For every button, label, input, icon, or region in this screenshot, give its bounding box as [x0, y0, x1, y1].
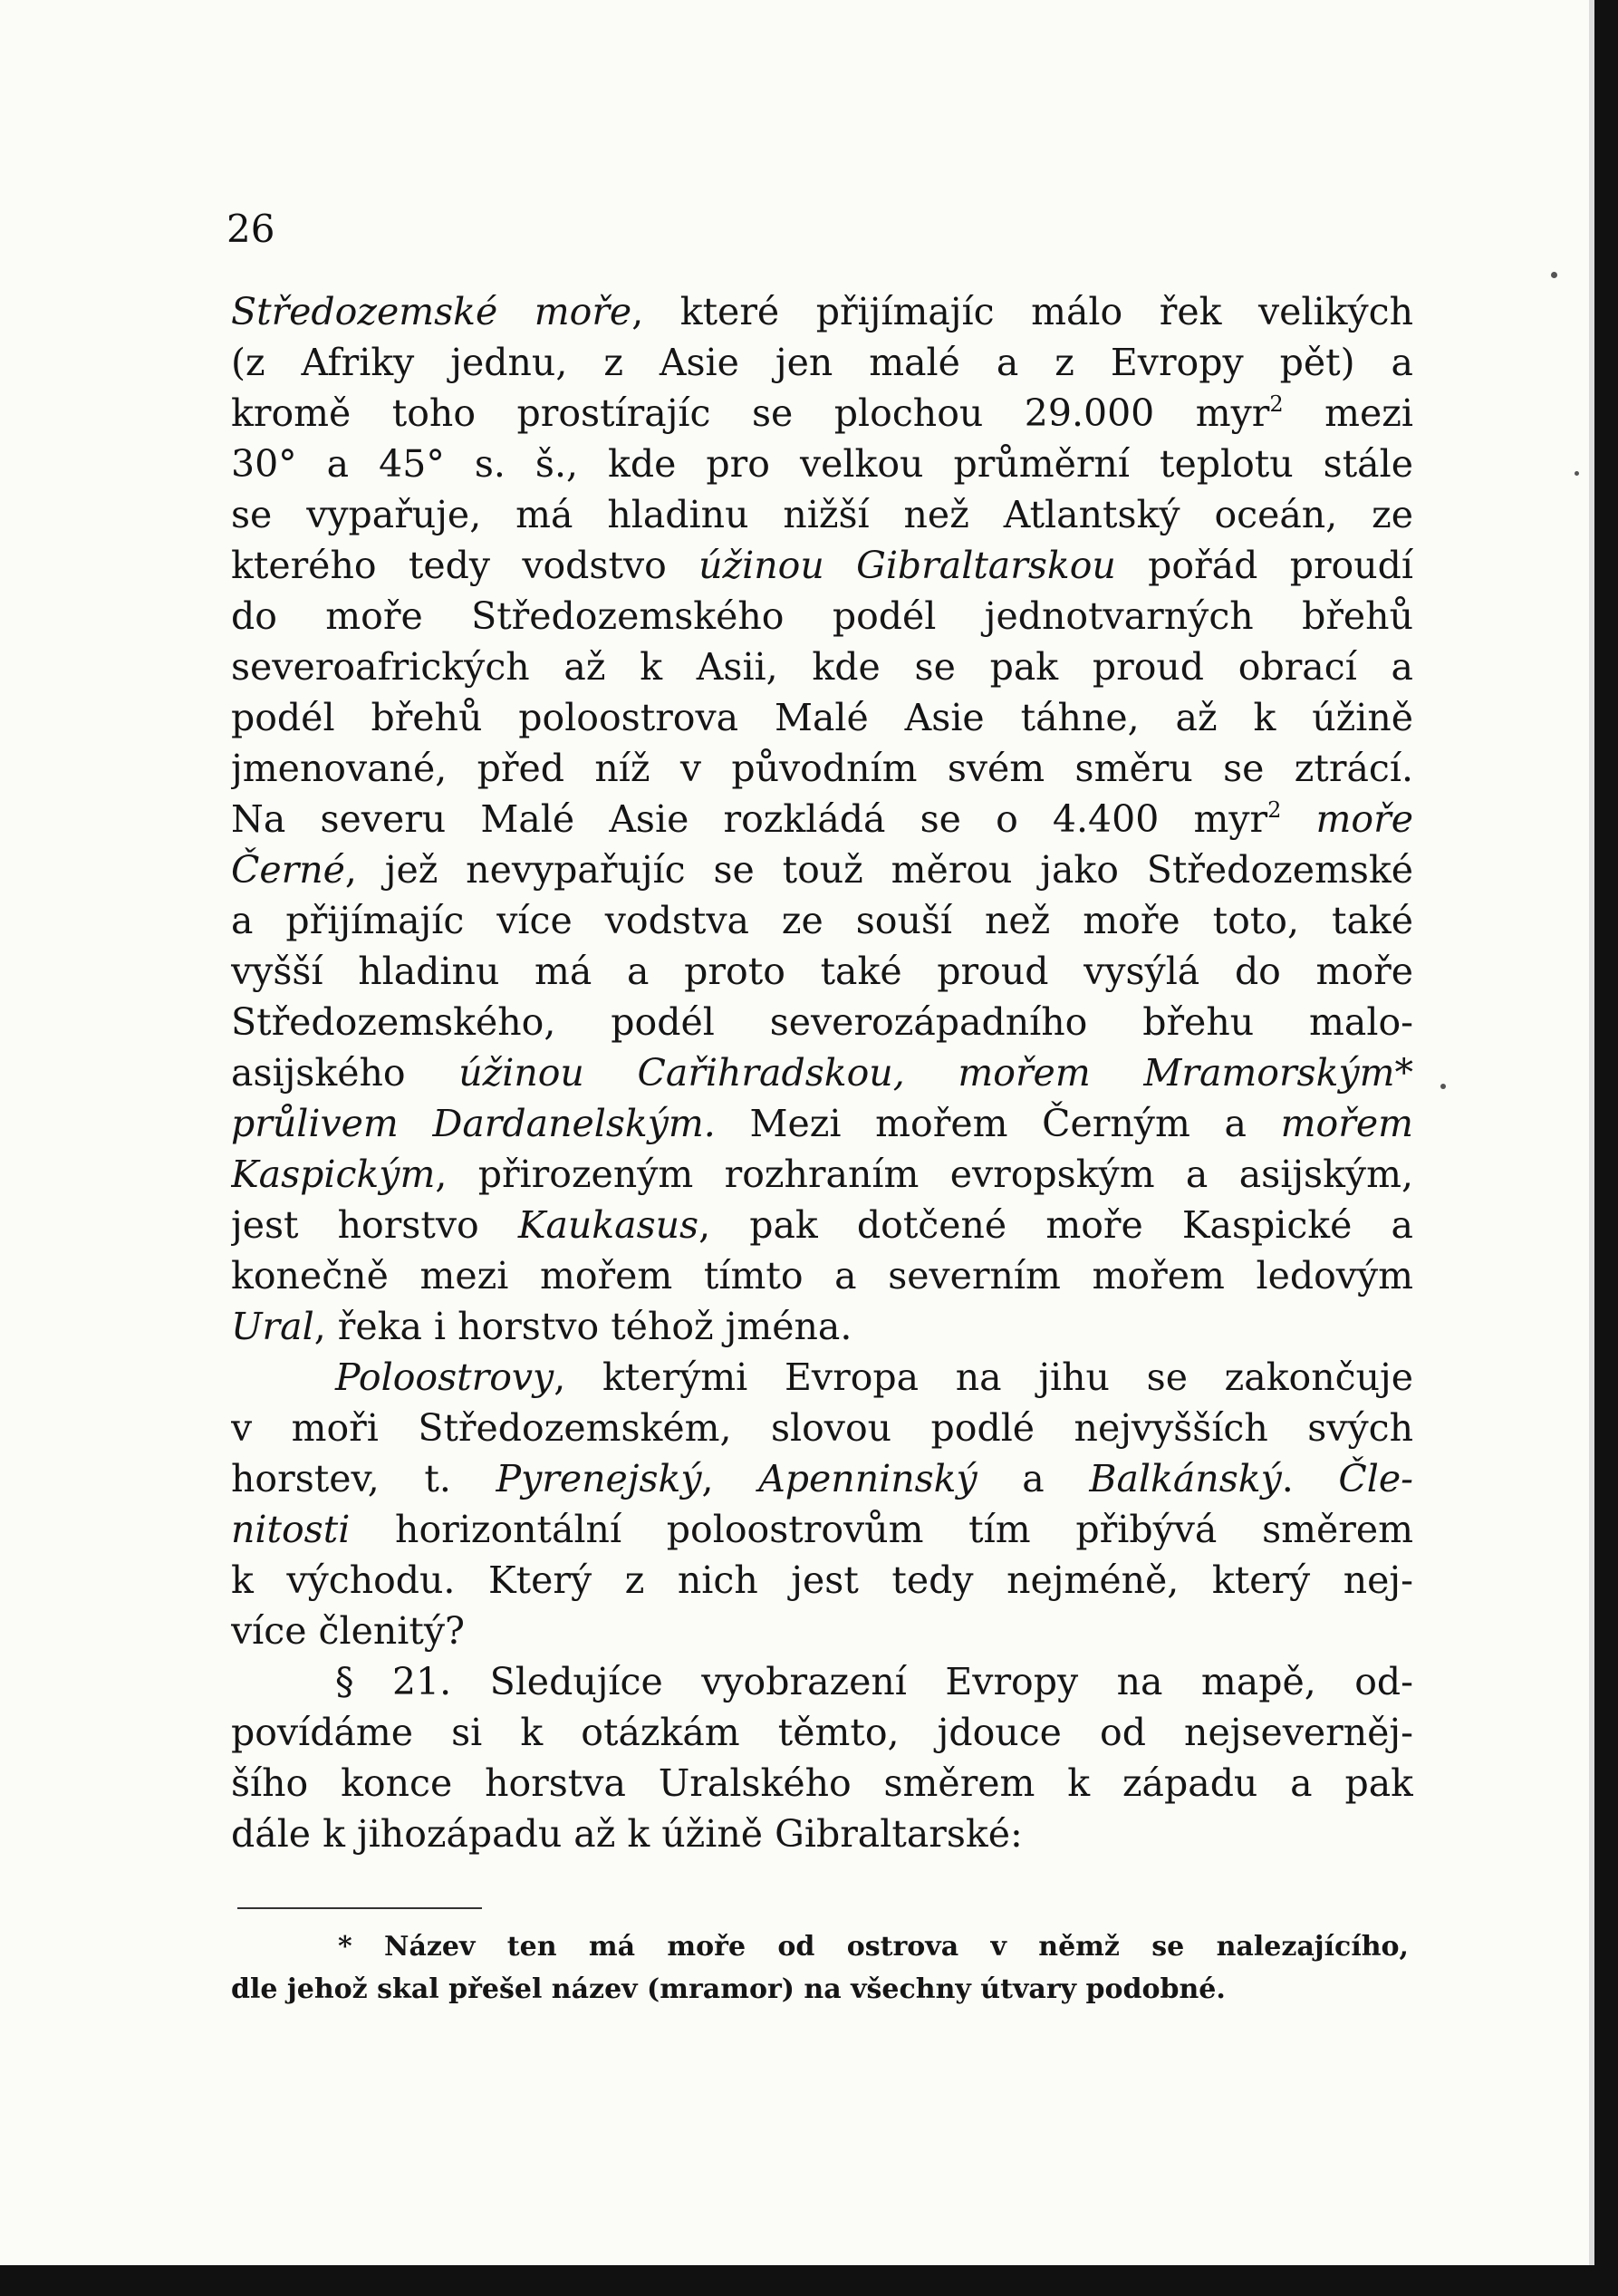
text-run: k východu. Který z nich jest tedy nejméně, který nej- — [231, 1558, 1413, 1602]
text-run: , kterými Evropa na jihu se zakončuje — [554, 1355, 1413, 1399]
text-line — [231, 489, 1413, 540]
text-line — [231, 1453, 1413, 1504]
text-run: jmenované, před níž v původním svém směru se ztrácí. — [231, 747, 1413, 790]
text-line — [231, 794, 1413, 844]
text-run: , přirozeným rozhraním evropským a asijským, — [435, 1153, 1413, 1196]
text-line — [231, 540, 1413, 591]
text-run: a — [977, 1457, 1090, 1500]
text-run: 30° a 45° s. š., kde pro velkou průměrní teplotu stále — [231, 442, 1413, 486]
text-line — [231, 388, 1413, 439]
page-number: 26 — [226, 207, 275, 251]
text-line — [231, 1504, 1413, 1555]
text-run: horstev, t. — [231, 1457, 496, 1500]
text-line — [231, 743, 1413, 794]
paragraph-seas — [231, 286, 1413, 1352]
superscript: 2 — [1267, 797, 1282, 823]
italic-term: Pyrenejský — [496, 1457, 702, 1500]
italic-term: Kaukasus — [517, 1203, 699, 1247]
text-run: povídáme si k otázkám těmto, jdouce od nejseverněj- — [231, 1711, 1413, 1754]
italic-term: moře — [1315, 797, 1413, 841]
text-line — [231, 1606, 1413, 1656]
text-line — [231, 1250, 1413, 1301]
text-run: pořád proudí — [1115, 544, 1413, 587]
text-run: podél břehů poloostrova Malé Asie táhne, až k úžině — [231, 696, 1413, 739]
italic-term: Balkánský — [1089, 1457, 1282, 1500]
text-line — [231, 1707, 1413, 1758]
text-run: Mezi mořem Černým a — [715, 1102, 1281, 1145]
italic-term: Středozemské moře — [231, 290, 632, 333]
italic-term: úžinou Gibraltarskou — [698, 544, 1116, 587]
text-run: jest horstvo — [231, 1203, 518, 1247]
italic-term: úžinou Cařihradskou, mořem Mramorským* — [458, 1051, 1413, 1095]
footnote — [231, 1925, 1409, 2011]
text-run: do moře Středozemského podél jednotvarných břehů — [231, 594, 1413, 638]
italic-term: Poloostrovy — [335, 1355, 554, 1399]
text-line — [231, 642, 1413, 692]
text-run: kterého tedy vodstvo — [231, 544, 699, 587]
text-line — [231, 1098, 1413, 1149]
scan-speck — [1575, 471, 1579, 476]
text-line — [231, 1555, 1413, 1606]
text-run: (z Afriky jednu, z Asie jen malé a z Evropy pět) a — [231, 341, 1413, 384]
text-line — [231, 286, 1413, 337]
text-run: asijského — [231, 1051, 459, 1095]
text-run: , pak dotčené moře Kaspické a — [698, 1203, 1413, 1247]
text-run: , které přijímajíc málo řek velikých — [631, 290, 1413, 333]
scan-speck — [1551, 272, 1557, 278]
text-line — [231, 1047, 1413, 1098]
body-text — [231, 286, 1413, 1859]
text-run: . — [1281, 1457, 1339, 1500]
text-line — [231, 895, 1413, 946]
text-run: , jež nevypařujíc se touž měrou jako Středozemské — [344, 848, 1413, 892]
text-run: a přijímajíc více vodstva ze souší než moře toto, také — [231, 899, 1413, 942]
footnote-line: * Název ten má moře od ostrova v němž se nalezajícího, — [338, 1931, 1409, 1963]
text-line — [231, 844, 1413, 895]
text-run: § 21. Sledujíce vyobrazení Evropy na mapě, od- — [335, 1660, 1413, 1703]
text-line — [231, 1301, 1413, 1352]
text-line — [231, 1149, 1413, 1200]
text-run: dále k jihozápadu až k úžině Gibraltarské: — [231, 1812, 1023, 1856]
text-line — [231, 997, 1413, 1047]
italic-term: mořem — [1280, 1102, 1413, 1145]
text-line — [231, 946, 1413, 997]
text-run: severoafrických až k Asii, kde se pak proud obrací a — [231, 645, 1413, 689]
italic-term: Čle- — [1338, 1457, 1413, 1500]
paragraph-section-21 — [231, 1656, 1413, 1859]
italic-term: průlivem Dardanelským. — [231, 1102, 716, 1145]
footnote-line: dle jehož skal přešel název (mramor) na všechny útvary podobné. — [231, 1973, 1226, 2005]
text-run: šího konce horstva Uralského směrem k západu a pak — [231, 1761, 1413, 1805]
text-line — [231, 692, 1413, 743]
italic-term: Apenninský — [758, 1457, 978, 1500]
text-run: mezi — [1283, 391, 1413, 435]
paragraph-peninsulas — [231, 1352, 1413, 1656]
text-line — [231, 591, 1413, 642]
text-line — [231, 1403, 1413, 1453]
text-run: v moři Středozemském, slovou podlé nejvyšších svých — [231, 1406, 1413, 1450]
text-run: horizontální poloostrovům tím přibývá směrem — [350, 1508, 1413, 1551]
text-line — [231, 1809, 1413, 1859]
text-run: konečně mezi mořem tímto a severním mořem ledovým — [231, 1254, 1413, 1298]
text-line — [231, 1758, 1413, 1809]
italic-term: Černé — [231, 848, 345, 892]
italic-term: Ural — [231, 1305, 314, 1348]
text-line — [231, 1352, 1413, 1403]
text-line — [231, 337, 1413, 388]
text-line — [231, 439, 1413, 489]
italic-term: nitosti — [231, 1508, 351, 1551]
text-run: vyšší hladinu má a proto také proud vysýlá do moře — [231, 950, 1413, 993]
footnote-separator — [237, 1907, 482, 1909]
scan-speck — [1440, 1084, 1446, 1089]
text-line — [231, 1656, 1413, 1707]
text-run: více členitý? — [231, 1609, 466, 1653]
text-line — [231, 1200, 1413, 1250]
superscript: 2 — [1269, 391, 1284, 417]
text-run: , — [701, 1457, 759, 1500]
text-run — [1281, 797, 1315, 841]
text-run: se vypařuje, má hladinu nižší než Atlantský oceán, ze — [231, 493, 1413, 536]
text-run: Na severu Malé Asie rozkládá se o 4.400 myr — [231, 797, 1268, 841]
text-run: kromě toho prostírajíc se plochou 29.000 myr — [231, 391, 1270, 435]
text-run: , řeka i horstvo téhož jména. — [313, 1305, 852, 1348]
text-run: Středozemského, podél severozápadního břehu malo- — [231, 1000, 1413, 1044]
italic-term: Kaspickým — [231, 1153, 436, 1196]
